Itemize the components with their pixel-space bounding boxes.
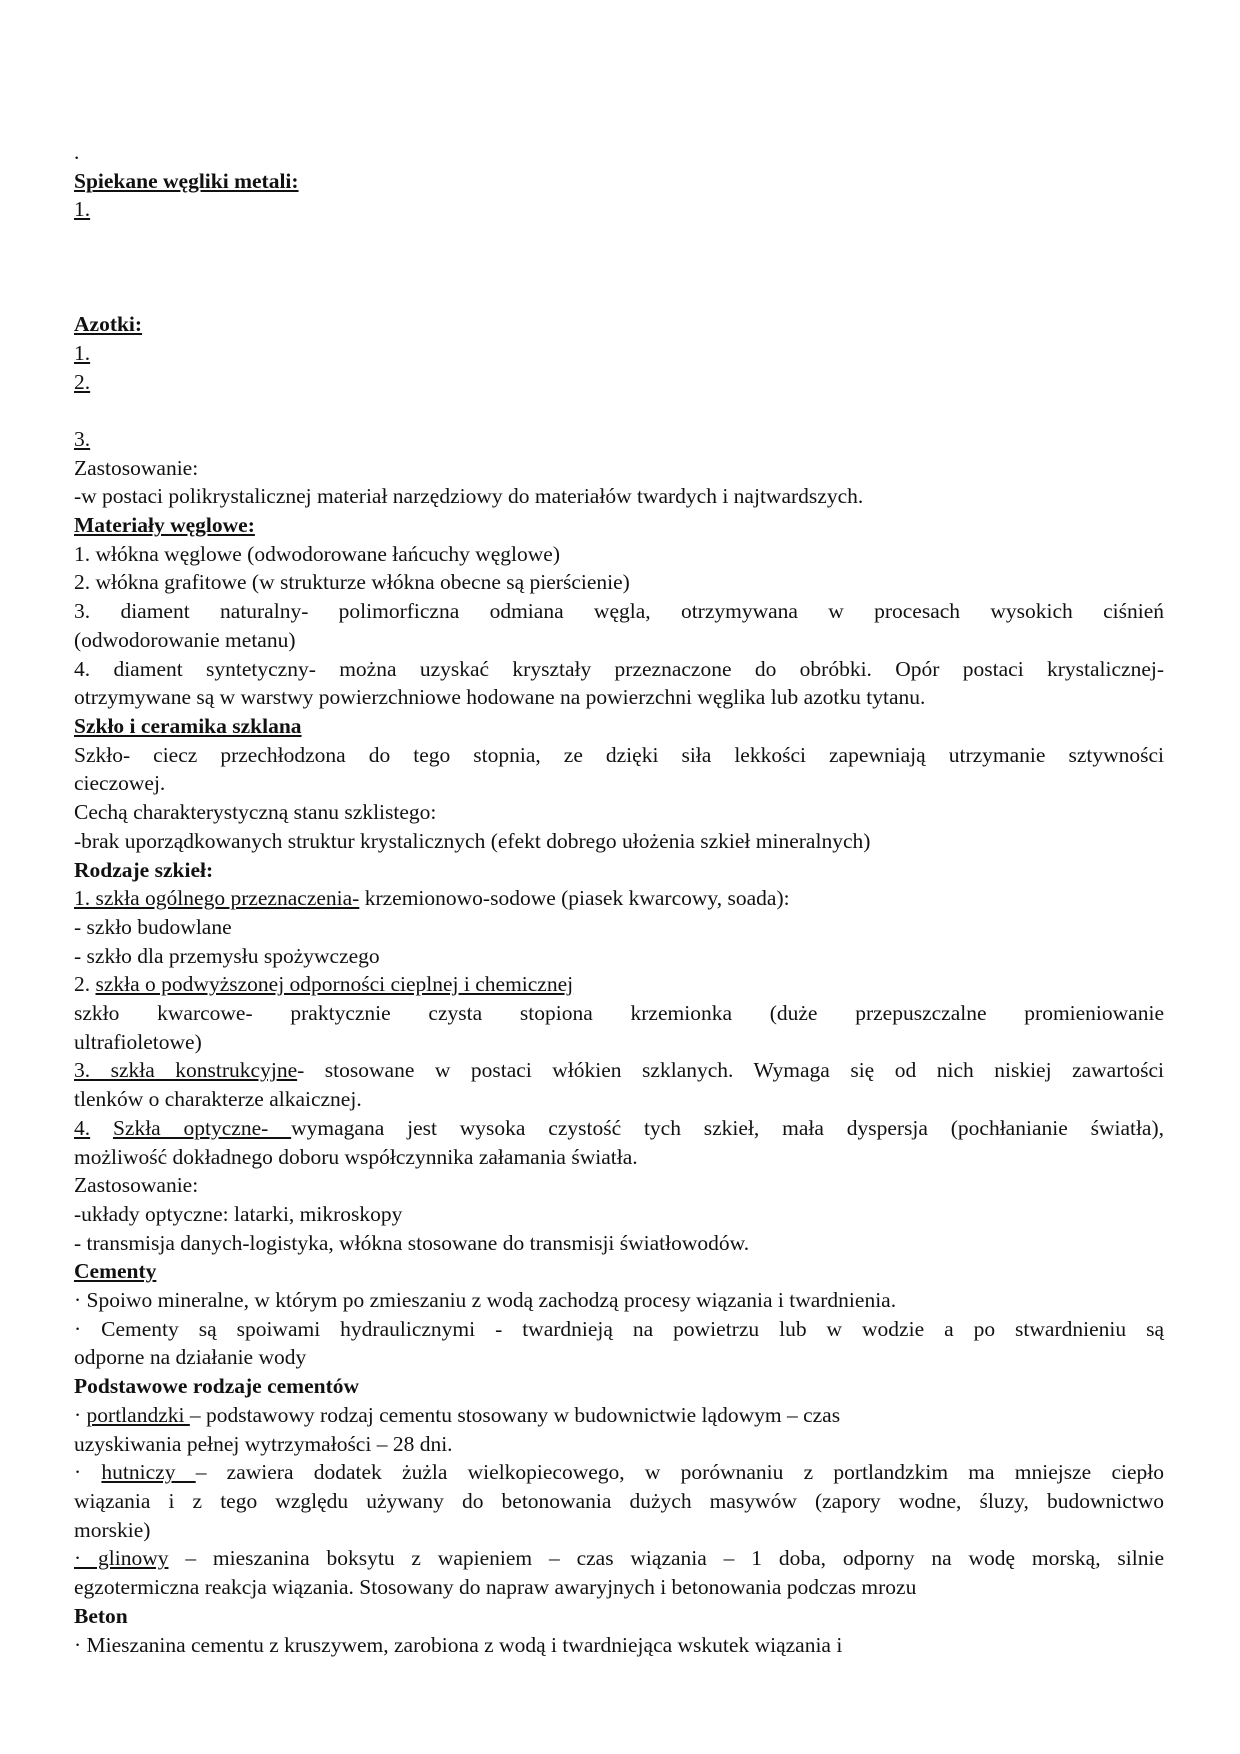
list-item: [74, 1056, 1164, 1085]
paragraph: Zastosowanie:: [74, 455, 199, 480]
list-item-text: krzemionowo-sodowe (piasek kwarcowy, soada):: [359, 886, 790, 911]
bullet-item-continuation: wiązania i z tego względu używany do betonowania dużych masywów (zapory wodne, śluzy, budownictwo: [74, 1488, 1164, 1513]
bullet: ·: [74, 1460, 102, 1485]
bullet-item: [74, 1544, 1164, 1573]
bullet-label: portlandzki: [86, 1402, 190, 1427]
bullet: ·: [74, 1402, 87, 1427]
sub-item: -układy optyczne: latarki, mikroskopy: [74, 1201, 403, 1226]
list-item-continuation: możliwość dokładnego doboru współczynnika załamania światła.: [74, 1144, 638, 1169]
heading-podstawowe-rodzaje: Podstawowe rodzaje cementów: [74, 1374, 360, 1399]
list-item-continuation: (odwodorowanie metanu): [74, 627, 296, 652]
list-item-label: szkła o podwyższonej odporności cieplnej i chemicznej: [95, 972, 574, 997]
list-item: 2. włókna grafitowe (w strukturze włókna obecne są pierścienie): [74, 570, 630, 595]
paragraph: Szkło- ciecz przechłodzona do tego stopnia, ze dzięki siła lekkości zapewniają utrzymanie sztywności: [74, 742, 1164, 767]
bullet-item: · Spoiwo mineralne, w którym po zmieszaniu z wodą zachodzą procesy wiązania i twardnienia.: [74, 1288, 897, 1313]
paragraph: Cechą charakterystyczną stanu szklistego:: [74, 800, 437, 825]
list-item: 3. diament naturalny- polimorficzna odmiana węgla, otrzymywana w procesach wysokich ciśnień: [74, 599, 1164, 624]
bullet-item-continuation: uzyskiwania pełnej wytrzymałości – 28 dni.: [74, 1431, 453, 1456]
blank-line: [74, 281, 1164, 310]
list-item: 1.: [74, 197, 91, 222]
list-item-label: Szkła optyczne-: [112, 1115, 292, 1140]
list-item: 1. włókna węglowe (odwodorowane łańcuchy węglowe): [74, 541, 560, 566]
heading-beton: Beton: [74, 1603, 128, 1628]
list-item: [74, 970, 1164, 999]
paragraph: Zastosowanie:: [74, 1173, 199, 1198]
heading-szklo-ceramika: Szkło i ceramika szklana: [74, 714, 302, 738]
bullet-item: [74, 1401, 1164, 1430]
blank-line: [74, 396, 1164, 425]
list-item: 2.: [74, 369, 91, 394]
list-item: [74, 1114, 1164, 1143]
bullet-item-continuation: egzotermiczna reakcja wiązania. Stosowany do napraw awaryjnych i betonowania podczas mrozu: [74, 1575, 917, 1600]
paragraph: -brak uporządkowanych struktur krystalicznych (efekt dobrego ułożenia szkieł mineralnych): [74, 828, 871, 853]
bullet-item: · Mieszanina cementu z kruszywem, zarobiona z wodą i twardniejąca wskutek wiązania i: [74, 1632, 843, 1657]
sub-item: - transmisja danych-logistyka, włókna stosowane do transmisji światłowodów.: [74, 1230, 750, 1255]
heading-rodzaje-szkiel: Rodzaje szkieł:: [74, 857, 214, 882]
sub-item: - szkło dla przemysłu spożywczego: [74, 943, 380, 968]
list-item-continuation: tlenków o charakterze alkaicznej.: [74, 1087, 362, 1112]
list-item-number: 4.: [74, 1115, 91, 1140]
list-item-continuation: otrzymywane są w warstwy powierzchniowe hodowane na powierzchni węglika lub azotku tytanu.: [74, 685, 926, 710]
list-item: 3.: [74, 426, 91, 451]
heading-spiekane-wegliki: Spiekane węgliki metali:: [74, 168, 299, 193]
heading-materialy-weglowe: Materiały węglowe:: [74, 513, 255, 538]
bullet-text: – podstawowy rodzaj cementu stosowany w budownictwie lądowym – czas: [189, 1402, 841, 1427]
bullet-item-continuation: morskie): [74, 1517, 151, 1542]
bullet-item: · Cementy są spoiwami hydraulicznymi - twardnieją na powietrzu lub w wodzie a po stwardnieniu są: [74, 1316, 1164, 1341]
bullet-label: · glinowy: [74, 1546, 169, 1571]
bullet-item: [74, 1458, 1164, 1487]
heading-cementy: Cementy: [74, 1259, 157, 1284]
paragraph: szkło kwarcowe- praktycznie czysta stopiona krzemionka (duże przepuszczalne promieniowanie: [74, 1001, 1164, 1026]
bullet-text: – mieszanina boksytu z wapieniem – czas wiązania – 1 doba, odporny na wodę morską, silnie: [168, 1546, 1164, 1571]
paragraph-continuation: cieczowej.: [74, 771, 166, 796]
list-item-number: 2.: [74, 972, 96, 997]
document-body: [74, 138, 1164, 1659]
list-item-text: wymagana jest wysoka czystość tych szkieł, mała dyspersja (pochłanianie światła),: [291, 1115, 1165, 1140]
list-item: 1.: [74, 340, 91, 365]
list-item: 4. diament syntetyczny- można uzyskać kryształy przeznaczone do obróbki. Opór postaci krystalicznej-: [74, 656, 1164, 681]
heading-azotki: Azotki:: [74, 312, 143, 337]
sub-item: - szkło budowlane: [74, 914, 232, 939]
blank-line: [74, 224, 1164, 253]
bullet-text: – zawiera dodatek żużla wielkopiecowego, w porównaniu z portlandzkim ma mniejsze ciepło: [195, 1460, 1164, 1485]
bullet-label: hutniczy: [101, 1460, 196, 1485]
list-item-label: 1. szkła ogólnego przeznaczenia-: [74, 886, 360, 911]
bullet-item-continuation: odporne na działanie wody: [74, 1345, 307, 1370]
list-item: [74, 884, 1164, 913]
paragraph-continuation: ultrafioletowe): [74, 1029, 202, 1054]
list-item-text: - stosowane w postaci włókien szklanych. Wymaga się od nich niskiej zawartości: [297, 1058, 1164, 1083]
stray-dot: .: [74, 140, 80, 164]
paragraph: -w postaci polikrystalicznej materiał narzędziowy do materiałów twardych i najtwardszych.: [74, 484, 864, 509]
blank-line: [74, 253, 1164, 282]
list-item-label: 3. szkła konstrukcyjne: [74, 1058, 298, 1083]
